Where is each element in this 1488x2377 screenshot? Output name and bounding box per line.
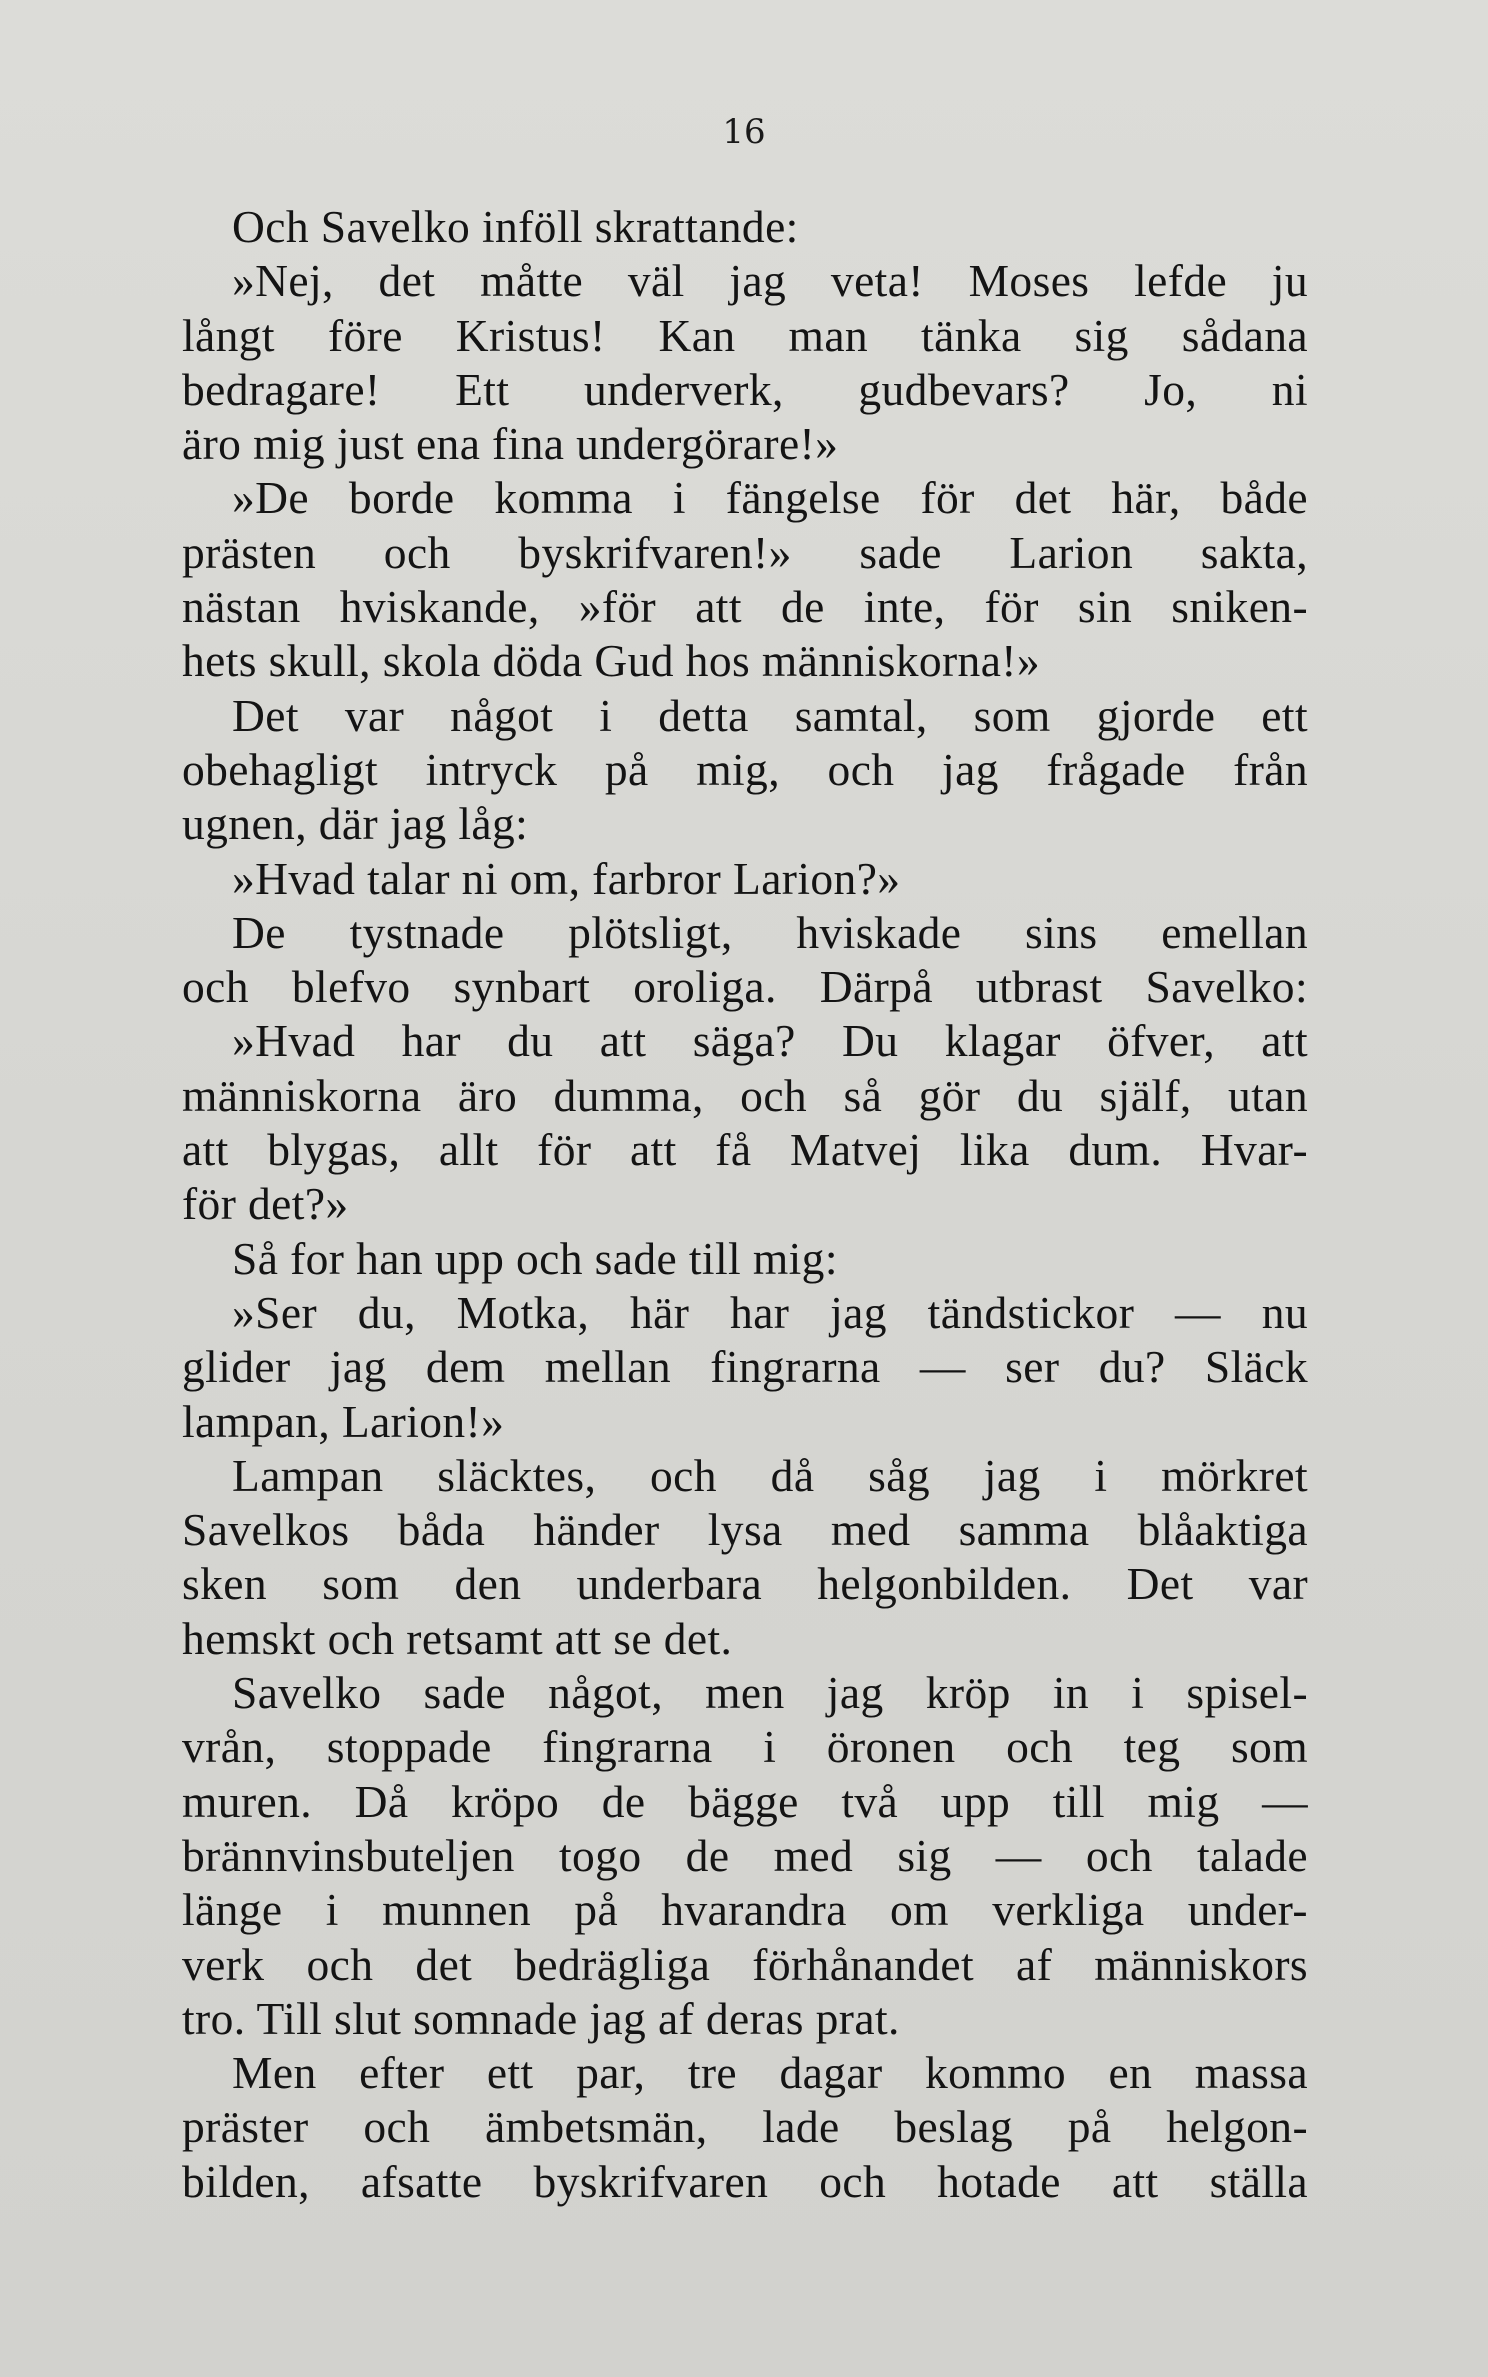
text-line: »Hvad talar ni om, farbror Larion?»	[232, 852, 901, 904]
text-line: bilden, afsatte byskrifvaren och hotade att ställa	[182, 2155, 1308, 2207]
text-line: prästen och byskrifvaren!» sade Larion sakta,	[182, 526, 1308, 578]
text-line: Lampan släcktes, och då såg jag i mörkret	[232, 1449, 1308, 1501]
text-line: tro. Till slut somnade jag af deras prat.	[182, 1992, 900, 2044]
text-line: och blefvo synbart oroliga. Därpå utbrast Savelko:	[182, 961, 1308, 1013]
text-line: nästan hviskande, »för att de inte, för sin sniken-	[182, 581, 1308, 633]
text-line: glider jag dem mellan fingrarna — ser du? Släck	[182, 1341, 1308, 1393]
text-line: De tystnade plötsligt, hviskade sins emellan	[232, 906, 1308, 958]
text-line: människorna äro dumma, och så gör du själf, utan	[182, 1069, 1308, 1121]
text-line: Savelkos båda händer lysa med samma blåaktiga	[182, 1504, 1308, 1556]
text-line: »Nej, det måtte väl jag veta! Moses lefde ju	[232, 255, 1308, 307]
text-line: Och Savelko inföll skrattande:	[232, 201, 799, 252]
text-line: äro mig just ena fina undergörare!»	[182, 418, 839, 470]
text-line: Det var något i detta samtal, som gjorde ett	[232, 689, 1308, 741]
text-line: obehagligt intryck på mig, och jag frågade från	[182, 743, 1308, 795]
text-line: verk och det bedrägliga förhånandet af människors	[182, 1938, 1308, 1990]
text-line: långt före Kristus! Kan man tänka sig sådana	[182, 309, 1308, 361]
text-line: bedragare! Ett underverk, gudbevars? Jo, ni	[182, 363, 1308, 415]
text-line: Savelko sade något, men jag kröp in i spisel-	[232, 1667, 1308, 1719]
text-line: muren. Då kröpo de bägge två upp till mig —	[182, 1775, 1308, 1827]
text-line: att blygas, allt för att få Matvej lika dum. Hvar-	[182, 1124, 1308, 1176]
text-line: hets skull, skola döda Gud hos människorna!»	[182, 635, 1040, 687]
text-line: ugnen, där jag låg:	[182, 798, 529, 850]
text-line: Men efter ett par, tre dagar kommo en massa	[232, 2047, 1308, 2099]
text-line: för det?»	[182, 1178, 349, 1230]
text-line: präster och ämbetsmän, lade beslag på helgon-	[182, 2101, 1308, 2153]
body-text	[182, 200, 1308, 2209]
text-line: länge i munnen på hvarandra om verkliga under-	[182, 1884, 1308, 1936]
text-line: »Ser du, Motka, här har jag tändstickor — nu	[232, 1286, 1308, 1338]
text-line: lampan, Larion!»	[182, 1395, 505, 1447]
text-line: hemskt och retsamt att se det.	[182, 1612, 733, 1664]
text-line: Så for han upp och sade till mig:	[232, 1232, 838, 1284]
text-line: vrån, stoppade fingrarna i öronen och teg som	[182, 1721, 1308, 1773]
text-line: sken som den underbara helgonbilden. Det var	[182, 1558, 1308, 1610]
text-line: »De borde komma i fängelse för det här, både	[232, 472, 1308, 524]
text-line: brännvinsbuteljen togo de med sig — och talade	[182, 1829, 1308, 1881]
page-number: 16	[722, 112, 766, 152]
text-line: »Hvad har du att säga? Du klagar öfver, att	[232, 1015, 1308, 1067]
